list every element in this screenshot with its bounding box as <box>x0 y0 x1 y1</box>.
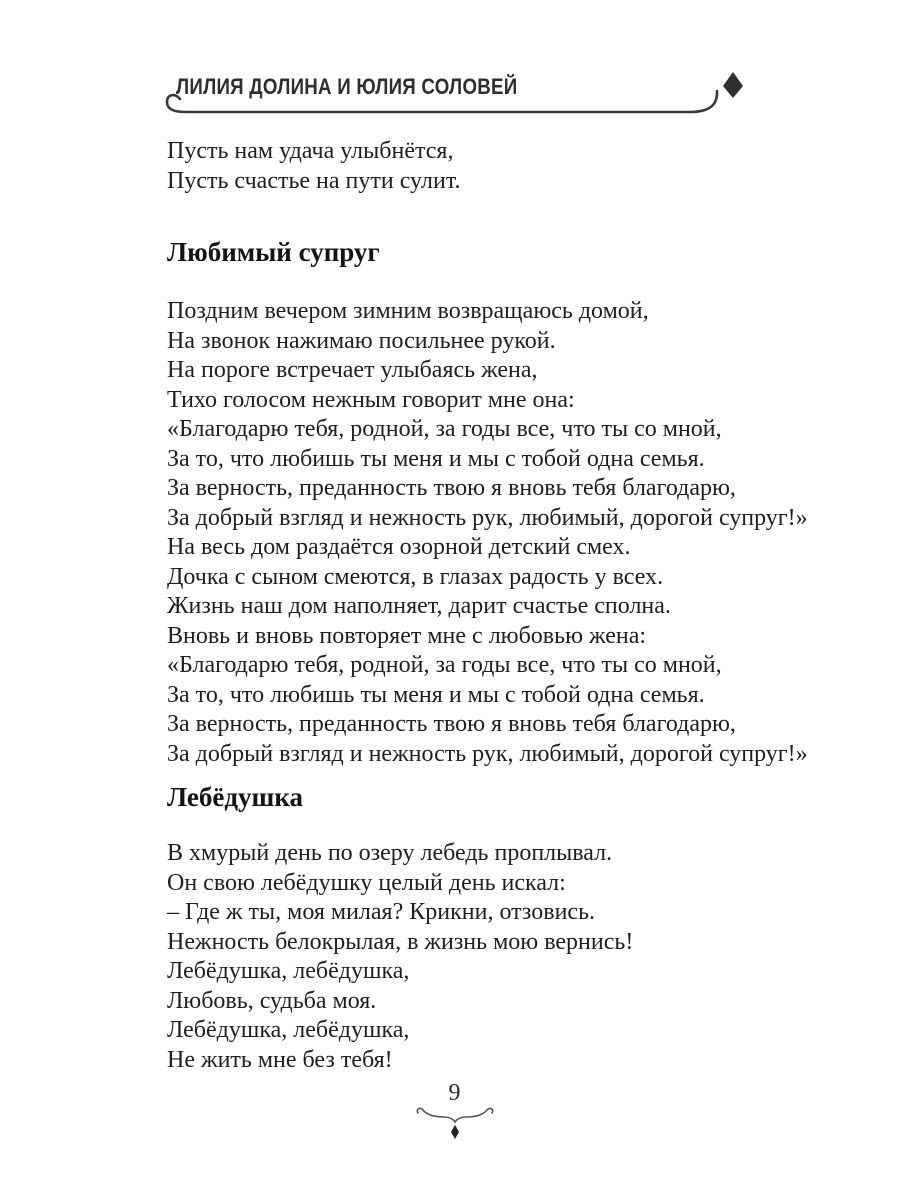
intro-couplet <box>167 137 461 196</box>
page-number: 9 <box>448 1080 461 1106</box>
poem-line: Лебёдушка, лебёдушка, <box>167 958 410 984</box>
poem-line: Дочка с сыном смеются, в глазах радость у всех. <box>167 563 664 590</box>
poem-title: Любимый супруг <box>167 237 380 267</box>
poem-line: Нежность белокрылая, в жизнь мою вернись! <box>167 928 634 955</box>
poem-line: За добрый взгляд и нежность рук, любимый, дорогой супруг!» <box>167 504 808 531</box>
header-rule-ornament <box>150 59 770 119</box>
poem-line: На пороге встречает улыбаясь жена, <box>167 357 538 383</box>
diamond-icon <box>723 72 743 98</box>
poem-line: – Где ж ты, моя милая? Крикни, отзовись. <box>167 899 596 925</box>
poem-line: За добрый взгляд и нежность рук, любимый, дорогой супруг!» <box>167 740 808 767</box>
poem-title: Лебёдушка <box>167 782 304 812</box>
poem-line: Поздним вечером зимним возвращаюсь домой, <box>167 298 649 324</box>
poem-line: Пусть счастье на пути сулит. <box>167 167 461 194</box>
poem-line: На весь дом раздаётся озорной детский смех. <box>167 534 631 560</box>
page-footer <box>167 1080 742 1107</box>
poem-line: «Благодарю тебя, родной, за годы все, что ты со мной, <box>167 652 722 678</box>
poem-line: Тихо голосом нежным говорит мне она: <box>167 386 575 413</box>
poem-line: Пусть нам удача улыбнётся, <box>167 138 454 164</box>
poem-line: В хмурый день по озеру лебедь проплывал. <box>167 840 613 866</box>
poem-line: Он свою лебёдушку целый день искал: <box>167 869 566 896</box>
running-title: ЛИЛИЯ ДОЛИНА И ЮЛИЯ СОЛОВЕЙ <box>176 74 518 99</box>
poem-line: Лебёдушка, лебёдушка, <box>167 1017 410 1043</box>
poem-line: За то, что любишь ты меня и мы с тобой одна семья. <box>167 445 705 472</box>
poem-line: За верность, преданность твою я вновь тебя благодарю, <box>167 711 736 737</box>
poem-line: Вновь и вновь повторяет мне с любовью жена: <box>167 622 647 649</box>
poem-body <box>167 839 633 1075</box>
poem-line: Не жить мне без тебя! <box>167 1046 393 1073</box>
footer-flourish-ornament <box>416 1107 494 1139</box>
poem-line: За то, что любишь ты меня и мы с тобой одна семья. <box>167 681 705 708</box>
poem-line: За верность, преданность твою я вновь тебя благодарю, <box>167 475 736 501</box>
poem-body <box>167 297 808 769</box>
poem-line: На звонок нажимаю посильнее рукой. <box>167 327 556 354</box>
poem-line: Жизнь наш дом наполняет, дарит счастье сполна. <box>167 593 671 619</box>
poem-line: «Благодарю тебя, родной, за годы все, что ты со мной, <box>167 416 722 442</box>
poem-line: Любовь, судьба моя. <box>167 987 377 1014</box>
footer-diamond-icon <box>451 1125 459 1139</box>
